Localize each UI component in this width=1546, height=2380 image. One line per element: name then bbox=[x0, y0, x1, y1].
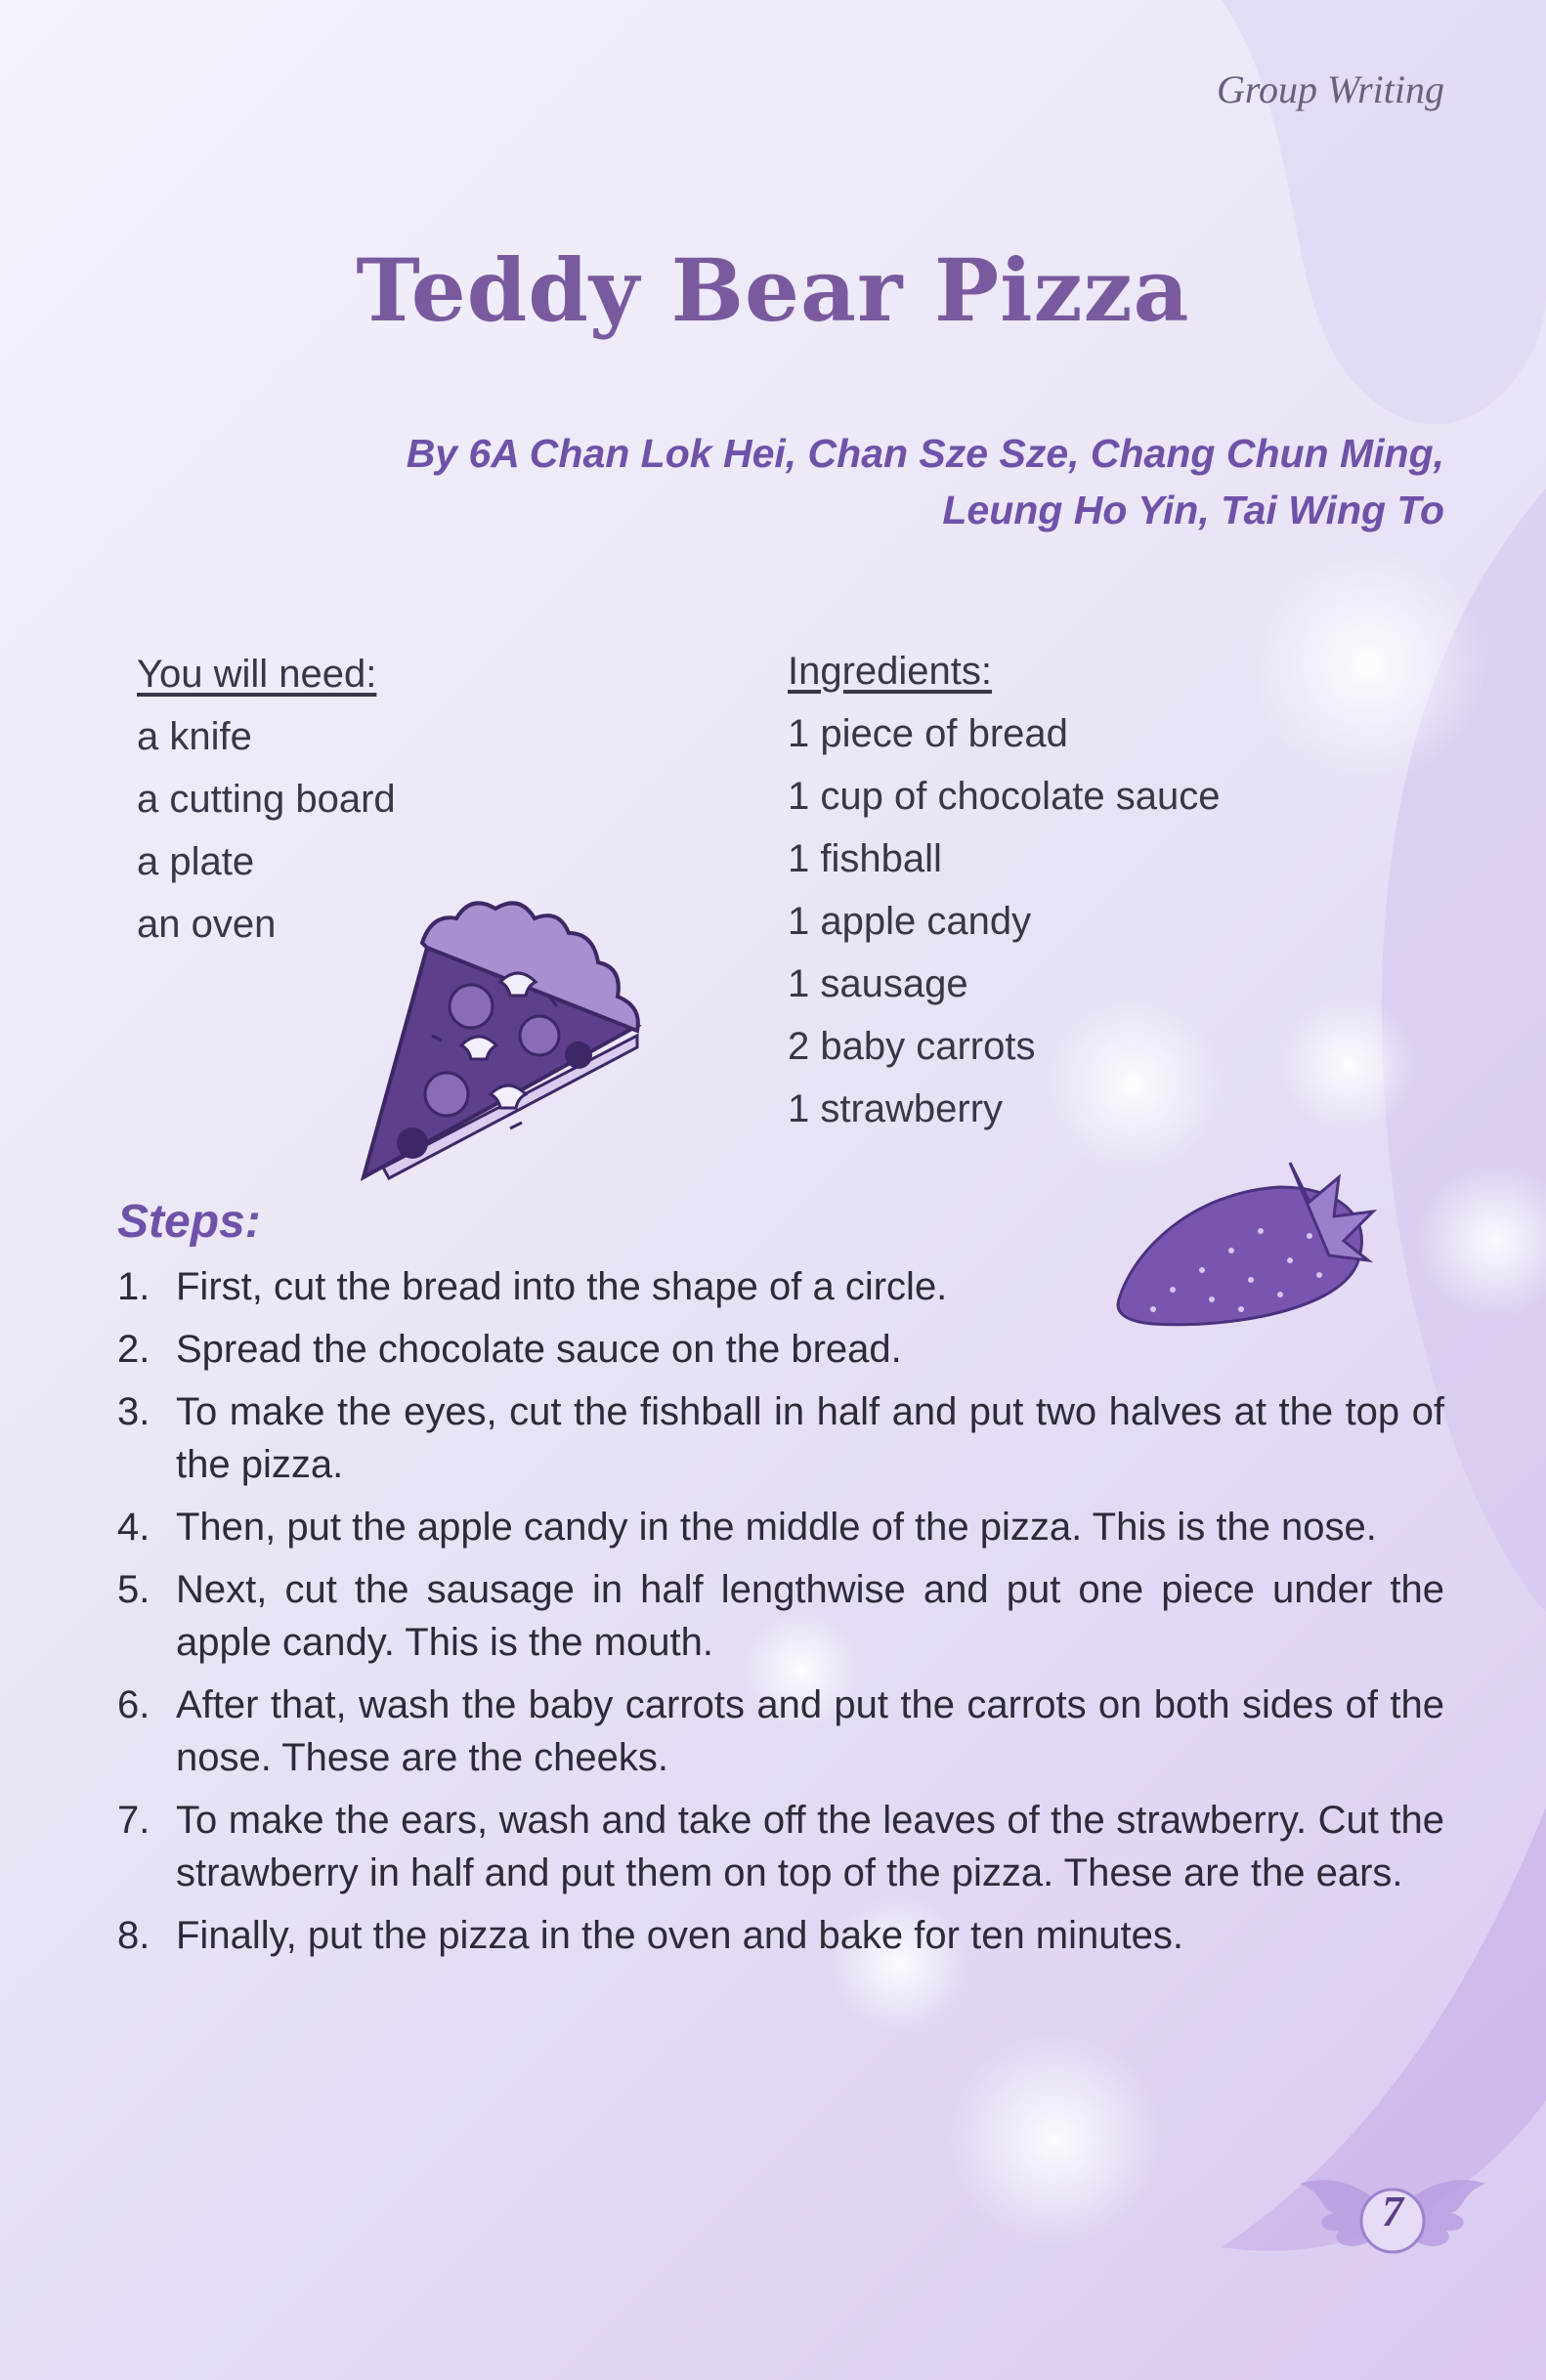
step-item bbox=[117, 1501, 1444, 1553]
ingredient-item: 1 sausage bbox=[788, 962, 968, 1005]
you-will-need-heading: You will need: bbox=[137, 653, 377, 696]
step-text: Next, cut the sausage in half lengthwise and put one piece under the apple candy. This is the mouth. bbox=[176, 1568, 1444, 1664]
need-item: a cutting board bbox=[137, 778, 396, 821]
step-item bbox=[117, 1260, 1444, 1313]
step-number: 3. bbox=[117, 1390, 150, 1433]
ingredient-item: 1 apple candy bbox=[788, 900, 1032, 943]
page-title: Teddy Bear Pizza bbox=[356, 239, 1190, 341]
step-text: Spread the chocolate sauce on the bread. bbox=[176, 1328, 902, 1371]
step-number: 2. bbox=[117, 1328, 150, 1371]
byline bbox=[407, 425, 1444, 538]
byline-line-2: Leung Ho Yin, Tai Wing To bbox=[942, 488, 1444, 532]
steps-list bbox=[117, 1260, 1444, 1972]
step-text: First, cut the bread into the shape of a circle. bbox=[176, 1265, 948, 1308]
step-item bbox=[117, 1385, 1444, 1491]
step-number: 5. bbox=[117, 1568, 150, 1611]
need-item: an oven bbox=[137, 903, 277, 946]
step-number: 8. bbox=[117, 1914, 150, 1957]
ingredients-list bbox=[788, 640, 1221, 1140]
page-number: 7 bbox=[1382, 2188, 1403, 2235]
step-item bbox=[117, 1679, 1444, 1784]
step-item bbox=[117, 1794, 1444, 1899]
steps-heading: Steps: bbox=[117, 1196, 261, 1248]
step-item bbox=[117, 1323, 1444, 1376]
ingredients-heading: Ingredients: bbox=[788, 650, 993, 693]
step-text: To make the eyes, cut the fishball in half and put two halves at the top of the pizza. bbox=[176, 1390, 1444, 1486]
need-item: a knife bbox=[137, 715, 252, 758]
byline-line-1: By 6A Chan Lok Hei, Chan Sze Sze, Chang Chun Ming, bbox=[406, 431, 1444, 476]
step-number: 1. bbox=[117, 1265, 150, 1308]
ingredient-item: 1 cup of chocolate sauce bbox=[788, 775, 1221, 818]
ingredient-item: 1 fishball bbox=[788, 837, 942, 880]
running-head: Group Writing bbox=[1217, 67, 1444, 111]
step-text: After that, wash the baby carrots and put the carrots on both sides of the nose. These are the cheeks. bbox=[176, 1683, 1444, 1779]
ingredient-item: 1 strawberry bbox=[788, 1087, 1004, 1130]
ingredient-item: 2 baby carrots bbox=[788, 1025, 1036, 1068]
ingredient-item: 1 piece of bread bbox=[788, 712, 1068, 755]
step-number: 6. bbox=[117, 1683, 150, 1726]
step-number: 7. bbox=[117, 1799, 150, 1842]
step-item bbox=[117, 1909, 1444, 1962]
step-number: 4. bbox=[117, 1506, 150, 1549]
need-item: a plate bbox=[137, 840, 255, 883]
pizza-slice-icon bbox=[354, 889, 647, 1182]
step-text: Finally, put the pizza in the oven and bake for ten minutes. bbox=[176, 1914, 1183, 1957]
step-text: Then, put the apple candy in the middle of the pizza. This is the nose. bbox=[176, 1506, 1377, 1549]
step-text: To make the ears, wash and take off the leaves of the strawberry. Cut the strawberry in half and put them on top of the pizza. These are the ears. bbox=[176, 1799, 1444, 1894]
step-item bbox=[117, 1563, 1444, 1669]
